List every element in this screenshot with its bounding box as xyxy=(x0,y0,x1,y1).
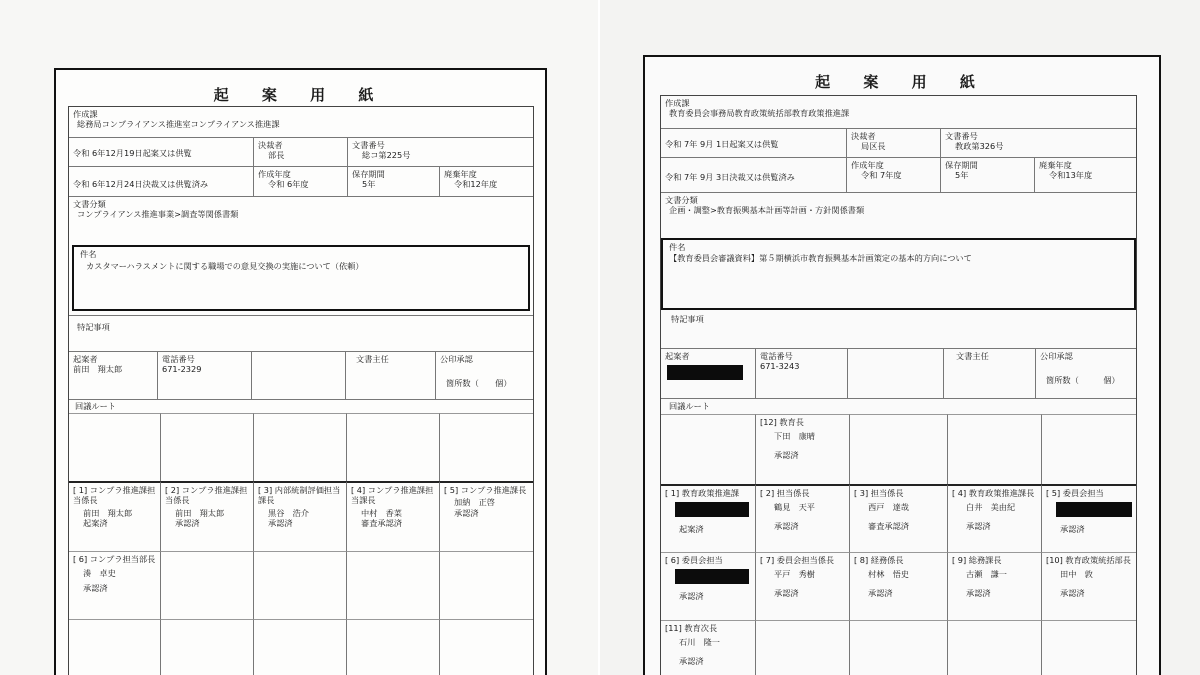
drafter-row xyxy=(69,351,533,399)
route-row-1 xyxy=(69,481,533,551)
retention-value: 5年 xyxy=(955,170,969,181)
disposal-year-value: 令和12年度 xyxy=(454,179,498,190)
subject-label: 件名 xyxy=(80,249,97,259)
route-step-2 xyxy=(160,481,253,551)
route-step-1 xyxy=(661,484,755,552)
seal-label: 公印承認 xyxy=(1040,351,1073,361)
drafter-cell xyxy=(69,352,157,399)
section-label: 作成課 xyxy=(73,109,98,119)
phone-cell xyxy=(755,349,847,398)
created-year-value: 令和 6年度 xyxy=(268,179,309,190)
classification-cell xyxy=(661,193,1136,237)
disposal-year-cell xyxy=(1034,158,1136,192)
route-step-status: 承認済 xyxy=(83,582,108,593)
drafter-row xyxy=(661,348,1136,398)
route-step-12 xyxy=(755,414,849,484)
redaction-bar xyxy=(675,502,749,517)
subject-label: 件名 xyxy=(669,242,686,252)
section-cell xyxy=(69,107,533,137)
doc-no-value: 総コ第225号 xyxy=(362,150,411,161)
route-step-3 xyxy=(849,484,947,552)
created-year-label: 作成年度 xyxy=(851,160,884,170)
route-cell xyxy=(253,551,346,619)
created-year-cell xyxy=(846,158,940,192)
form-title: 起 案 用 紙 xyxy=(815,73,989,91)
route-cell xyxy=(439,619,533,675)
route-cell xyxy=(849,414,947,484)
section-cell xyxy=(661,96,1136,128)
doc-chief-label: 文書主任 xyxy=(345,352,435,399)
route-cell xyxy=(849,620,947,675)
classification-value: コンプライアンス推進事業>調査等関係書類 xyxy=(77,209,239,220)
doc-no-label: 文書番号 xyxy=(352,140,385,150)
route-row-3 xyxy=(69,619,533,675)
drafter-cell xyxy=(661,349,755,398)
route-step-name: 石川 隆一 xyxy=(679,637,720,648)
route-cell xyxy=(346,413,439,481)
decision-date: 令和 6年12月24日決裁又は供覧済み xyxy=(73,179,209,189)
route-cell xyxy=(1041,620,1136,675)
phone-value: 671-2329 xyxy=(162,364,202,375)
route-step-status: 起案済 xyxy=(679,523,704,534)
route-step-6 xyxy=(69,551,160,619)
route-step-title: [ 6] 委員会担当 xyxy=(665,555,723,565)
scan-right xyxy=(600,0,1200,675)
route-step-7 xyxy=(755,552,849,620)
approver-label: 決裁者 xyxy=(258,140,283,150)
notes-row xyxy=(69,315,533,345)
draft-date: 令和 6年12月19日起案又は供覧 xyxy=(73,148,192,158)
route-step-title: [ 4] コンプラ推進課担当課長 xyxy=(351,485,434,506)
route-cell xyxy=(253,619,346,675)
section-value: 総務局コンプライアンス推進室コンプライアンス推進課 xyxy=(77,119,280,130)
route-step-name: 中村 香菜 xyxy=(361,507,402,518)
route-row-2 xyxy=(661,552,1136,620)
created-year-label: 作成年度 xyxy=(258,169,291,179)
classification-cell xyxy=(69,197,533,242)
route-step-status: 承認済 xyxy=(1060,587,1085,598)
classification-value: 企画・調整>教育振興基本計画等計画・方針関係書類 xyxy=(669,205,865,216)
route-step-11 xyxy=(661,620,755,675)
route-cell xyxy=(755,620,849,675)
route-step-name: 田中 敦 xyxy=(1060,569,1093,580)
created-year-cell xyxy=(253,167,347,196)
seal-label: 公印承認 xyxy=(440,354,473,364)
route-step-status: 承認済 xyxy=(966,520,991,531)
route-cell xyxy=(69,413,160,481)
doc-no-value: 教政第326号 xyxy=(955,141,1004,152)
approver-value: 局区長 xyxy=(861,141,886,152)
doc-no-cell xyxy=(347,138,533,166)
route-step-4 xyxy=(947,484,1041,552)
classification-label: 文書分類 xyxy=(73,199,106,209)
disposal-year-value: 令和13年度 xyxy=(1049,170,1093,181)
section-label: 作成課 xyxy=(665,98,690,108)
route-step-status: 承認済 xyxy=(966,587,991,598)
seal-count: 箇所数（ 個） xyxy=(446,378,512,389)
route-cell xyxy=(947,620,1041,675)
route-step-title: [12] 教育長 xyxy=(760,417,804,427)
subject-box xyxy=(72,245,530,311)
route-label-row xyxy=(69,399,533,413)
subject-box xyxy=(661,238,1136,310)
route-step-2 xyxy=(755,484,849,552)
blank-cell xyxy=(847,349,943,398)
route-step-5 xyxy=(439,481,533,551)
route-step-5 xyxy=(1041,484,1136,552)
route-label: 回議ルート xyxy=(75,401,116,411)
route-step-title: [ 8] 経務係長 xyxy=(854,555,904,565)
draft-form-sheet xyxy=(643,55,1161,675)
notes-label: 特記事項 xyxy=(671,314,704,324)
route-step-3 xyxy=(253,481,346,551)
blank-cell xyxy=(251,352,345,399)
route-row-1 xyxy=(661,484,1136,552)
route-cell xyxy=(1041,414,1136,484)
drafter-value: 前田 翔太郎 xyxy=(73,364,123,375)
phone-cell xyxy=(157,352,251,399)
route-step-title: [ 5] コンプラ推進課長 xyxy=(444,485,527,495)
form-title: 起 案 用 紙 xyxy=(213,86,388,104)
retention-value: 5年 xyxy=(362,179,376,190)
route-step-name: 古瀬 謙一 xyxy=(966,569,1007,580)
route-step-title: [ 2] コンプラ推進課担当係長 xyxy=(165,485,248,506)
retention-label: 保存期間 xyxy=(945,160,978,170)
redaction-bar xyxy=(1056,502,1132,517)
draft-date: 令和 7年 9月 1日起案又は供覧 xyxy=(665,139,779,149)
draft-row xyxy=(661,128,1136,157)
route-step-name: 湊 卓史 xyxy=(83,568,116,579)
retention-cell xyxy=(940,158,1034,192)
route-cell xyxy=(947,414,1041,484)
route-step-status: 承認済 xyxy=(774,449,799,460)
route-step-status: 承認済 xyxy=(679,590,704,601)
redaction-bar xyxy=(667,365,743,380)
phone-label: 電話番号 xyxy=(760,351,793,361)
doc-chief-label: 文書主任 xyxy=(943,349,1035,398)
drafter-label: 起案者 xyxy=(73,354,98,364)
route-step-title: [11] 教育次長 xyxy=(665,623,718,633)
phone-label: 電話番号 xyxy=(162,354,195,364)
section-value: 教育委員会事務局教育政策統括部教育政策推進課 xyxy=(669,108,850,119)
route-step-9 xyxy=(947,552,1041,620)
route-row-2 xyxy=(69,551,533,619)
route-cell xyxy=(160,619,253,675)
route-row-top xyxy=(69,413,533,481)
route-step-title: [ 3] 担当係長 xyxy=(854,488,904,498)
route-step-8 xyxy=(849,552,947,620)
notes-label: 特記事項 xyxy=(77,322,110,332)
redaction-bar xyxy=(675,569,749,584)
subject-value: カスタマーハラスメントに関する職場での意見交換の実施について（依頼） xyxy=(86,261,364,272)
route-cell xyxy=(69,619,160,675)
disposal-year-cell xyxy=(439,167,533,196)
route-step-name: 白井 美由紀 xyxy=(966,502,1016,513)
route-step-name: 平戸 秀樹 xyxy=(774,569,815,580)
retention-label: 保存期間 xyxy=(352,169,385,179)
route-row-3 xyxy=(661,620,1136,675)
route-cell xyxy=(160,413,253,481)
route-cell xyxy=(661,414,755,484)
route-step-name: 下田 康晴 xyxy=(774,431,815,442)
route-step-status: 承認済 xyxy=(774,587,799,598)
route-step-1 xyxy=(69,481,160,551)
route-cell xyxy=(439,551,533,619)
seal-cell xyxy=(1035,349,1136,398)
route-step-name: 前田 翔太郎 xyxy=(175,507,225,518)
form-table xyxy=(660,95,1137,675)
doc-no-label: 文書番号 xyxy=(945,131,978,141)
route-step-title: [ 5] 委員会担当 xyxy=(1046,488,1104,498)
route-step-status: 承認済 xyxy=(1060,523,1085,534)
approver-value: 部長 xyxy=(268,150,285,161)
draft-form-sheet xyxy=(54,68,547,675)
retention-cell xyxy=(347,167,439,196)
route-step-name: 鶴見 天平 xyxy=(774,502,815,513)
disposal-year-label: 廃棄年度 xyxy=(1039,160,1072,170)
classification-label: 文書分類 xyxy=(665,195,698,205)
route-step-name: 前田 翔太郎 xyxy=(83,507,133,518)
route-step-6 xyxy=(661,552,755,620)
route-step-status: 承認済 xyxy=(679,655,704,666)
route-step-name: 西戸 達哉 xyxy=(868,502,909,513)
classification-row xyxy=(69,196,533,242)
seal-count: 箇所数（ 個） xyxy=(1046,375,1120,386)
approver-cell xyxy=(846,129,940,157)
route-step-status: 審査承認済 xyxy=(868,520,909,531)
subject-value: 【教育委員会審議資料】第５期横浜市教育振興基本計画策定の基本的方向について xyxy=(669,253,972,264)
notes-row xyxy=(661,310,1136,348)
form-table xyxy=(68,106,534,675)
route-step-title: [ 3] 内部統制評価担当課長 xyxy=(258,485,341,506)
approver-cell xyxy=(253,138,347,166)
route-step-status: 承認済 xyxy=(268,517,293,528)
route-step-title: [ 1] 教育政策推進課 xyxy=(665,488,740,498)
phone-value: 671-3243 xyxy=(760,361,800,372)
decision-row xyxy=(661,157,1136,192)
route-step-name: 黒谷 浩介 xyxy=(268,507,309,518)
route-cell xyxy=(346,551,439,619)
classification-row xyxy=(661,192,1136,237)
route-cell xyxy=(160,551,253,619)
route-label-row xyxy=(661,398,1136,414)
drafter-label: 起案者 xyxy=(665,351,690,361)
route-step-10 xyxy=(1041,552,1136,620)
draft-row xyxy=(69,137,533,166)
route-step-4 xyxy=(346,481,439,551)
route-cell xyxy=(253,413,346,481)
route-step-title: [ 7] 委員会担当係長 xyxy=(760,555,835,565)
route-step-title: [ 1] コンプラ推進課担当係長 xyxy=(73,485,156,506)
section-row xyxy=(661,96,1136,128)
decision-date: 令和 7年 9月 3日決裁又は供覧済み xyxy=(665,172,795,182)
route-step-name: 加納 正啓 xyxy=(454,497,495,508)
disposal-year-label: 廃棄年度 xyxy=(444,169,477,179)
route-step-status: 起案済 xyxy=(83,517,108,528)
route-step-status: 承認済 xyxy=(868,587,893,598)
route-row-top xyxy=(661,414,1136,484)
route-step-title: [ 2] 担当係長 xyxy=(760,488,810,498)
doc-no-cell xyxy=(940,129,1136,157)
route-label: 回議ルート xyxy=(669,401,710,411)
section-row xyxy=(69,107,533,137)
scan-left xyxy=(0,0,598,675)
route-step-title: [10] 教育政策統括部長 xyxy=(1046,555,1131,565)
route-step-status: 審査承認済 xyxy=(361,517,402,528)
decision-row xyxy=(69,166,533,196)
route-step-title: [ 9] 総務課長 xyxy=(952,555,1002,565)
route-step-title: [ 4] 教育政策推進課長 xyxy=(952,488,1035,498)
route-step-status: 承認済 xyxy=(454,507,479,518)
route-cell xyxy=(439,413,533,481)
approver-label: 決裁者 xyxy=(851,131,876,141)
route-step-status: 承認済 xyxy=(175,517,200,528)
route-step-name: 村林 悟史 xyxy=(868,569,909,580)
route-step-title: [ 6] コンプラ担当部長 xyxy=(73,554,156,564)
route-step-status: 承認済 xyxy=(774,520,799,531)
created-year-value: 令和 7年度 xyxy=(861,170,902,181)
route-cell xyxy=(346,619,439,675)
seal-cell xyxy=(435,352,533,399)
